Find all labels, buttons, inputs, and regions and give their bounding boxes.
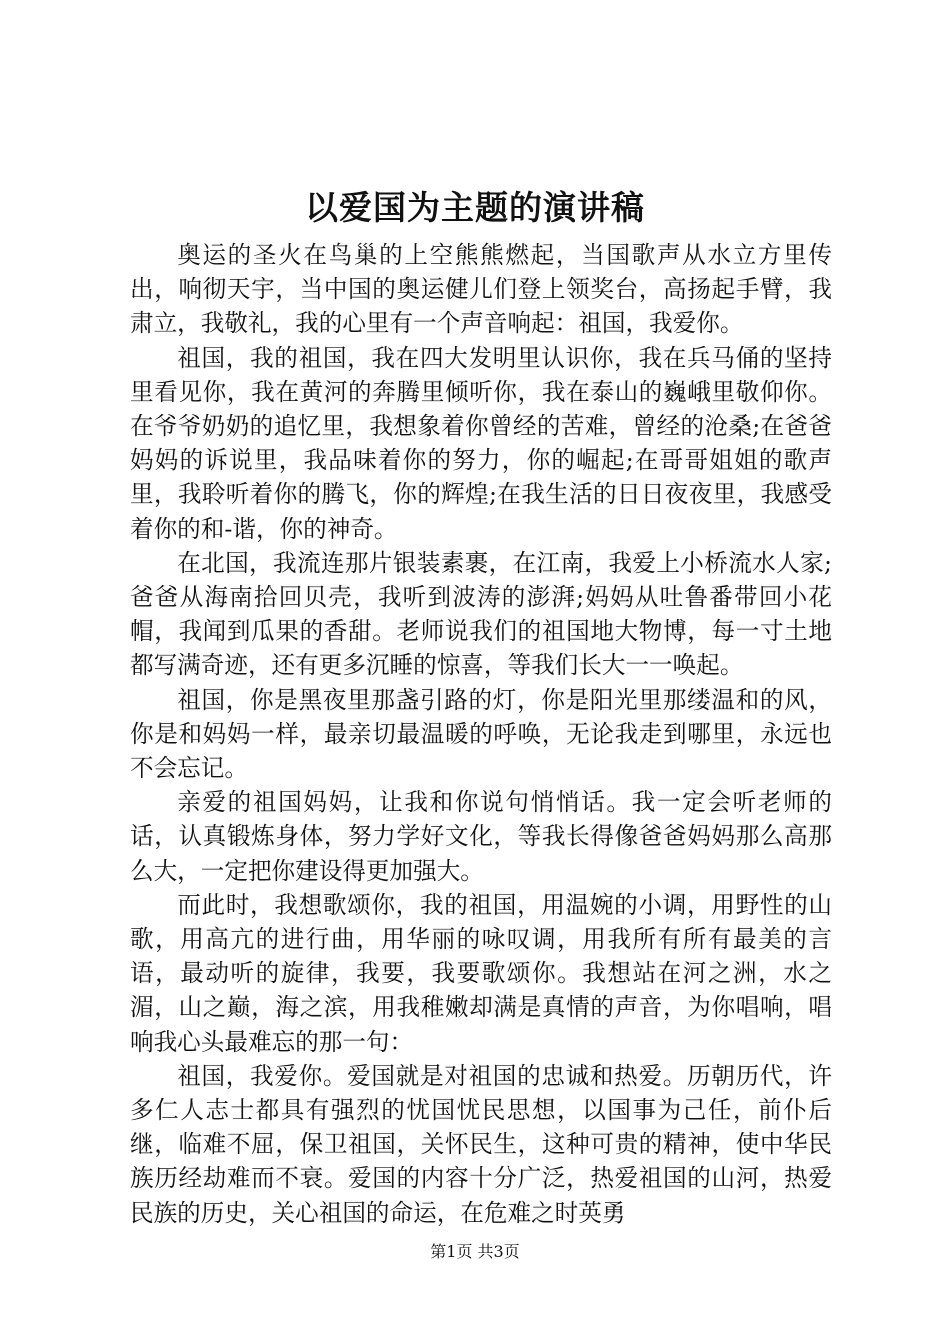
document-title: 以爱国为主题的演讲稿 bbox=[305, 188, 645, 227]
document-body bbox=[130, 238, 832, 1230]
paragraph-7: 祖国，我爱你。爱国就是对祖国的忠诚和热爱。历朝历代，许多仁人志士都具有强烈的忧国忧民思想，以国事为己任，前仆后继，临难不屈，保卫祖国，关怀民生，这种可贵的精神，使中华民族历经劫难而不衰。爱国的内容十分广泛，热爱祖国的山河，热爱民族的历史，关心祖国的命运，在危难之时英勇 bbox=[130, 1061, 832, 1227]
paragraph-1: 奥运的圣火在鸟巢的上空熊熊燃起，当国歌声从水立方里传出，响彻天宇，当中国的奥运健儿们登上领奖台，高扬起手臂，我肃立，我敬礼，我的心里有一个声音响起：祖国，我爱你。 bbox=[130, 241, 832, 338]
paragraph-4: 祖国，你是黑夜里那盏引路的灯，你是阳光里那缕温和的风，你是和妈妈一样，最亲切最温暖的呼唤，无论我走到哪里，永远也不会忘记。 bbox=[130, 685, 832, 783]
page-number-footer: 第1页 共3页 bbox=[430, 1242, 520, 1261]
paragraph-3: 在北国，我流连那片银装素裹，在江南，我爱上小桥流水人家;爸爸从海南拾回贝壳，我听到波涛的澎湃;妈妈从吐鲁番带回小花帽，我闻到瓜果的香甜。老师说我们的祖国地大物博，每一寸土地都写满奇迹，还有更多沉睡的惊喜，等我们长大一一唤起。 bbox=[130, 548, 832, 680]
paragraph-5: 亲爱的祖国妈妈，让我和你说句悄悄话。我一定会听老师的话，认真锻炼身体，努力学好文化，等我长得像爸爸妈妈那么高那么大，一定把你建设得更加强大。 bbox=[130, 788, 832, 885]
paragraph-6: 而此时，我想歌颂你，我的祖国，用温婉的小调，用野性的山歌，用高亢的进行曲，用华丽的咏叹调，用我所有所有最美的言语，最动听的旋律，我要，我要歌颂你。我想站在河之洲，水之湄，山之巅，海之滨，用我稚嫩却满是真情的声音，为你唱响，唱响我心头最难忘的那一句： bbox=[130, 890, 832, 1056]
paragraph-2: 祖国，我的祖国，我在四大发明里认识你，我在兵马俑的坚持里看见你，我在黄河的奔腾里倾听你，我在泰山的巍峨里敬仰你。在爷爷奶奶的追忆里，我想象着你曾经的苦难，曾经的沧桑;在爸爸妈妈的诉说里，我品味着你的努力，你的崛起;在哥哥姐姐的歌声里，我聆听着你的腾飞，你的辉煌;在我生活的日日夜夜里，我感受着你的和-谐，你的神奇。 bbox=[130, 343, 832, 543]
